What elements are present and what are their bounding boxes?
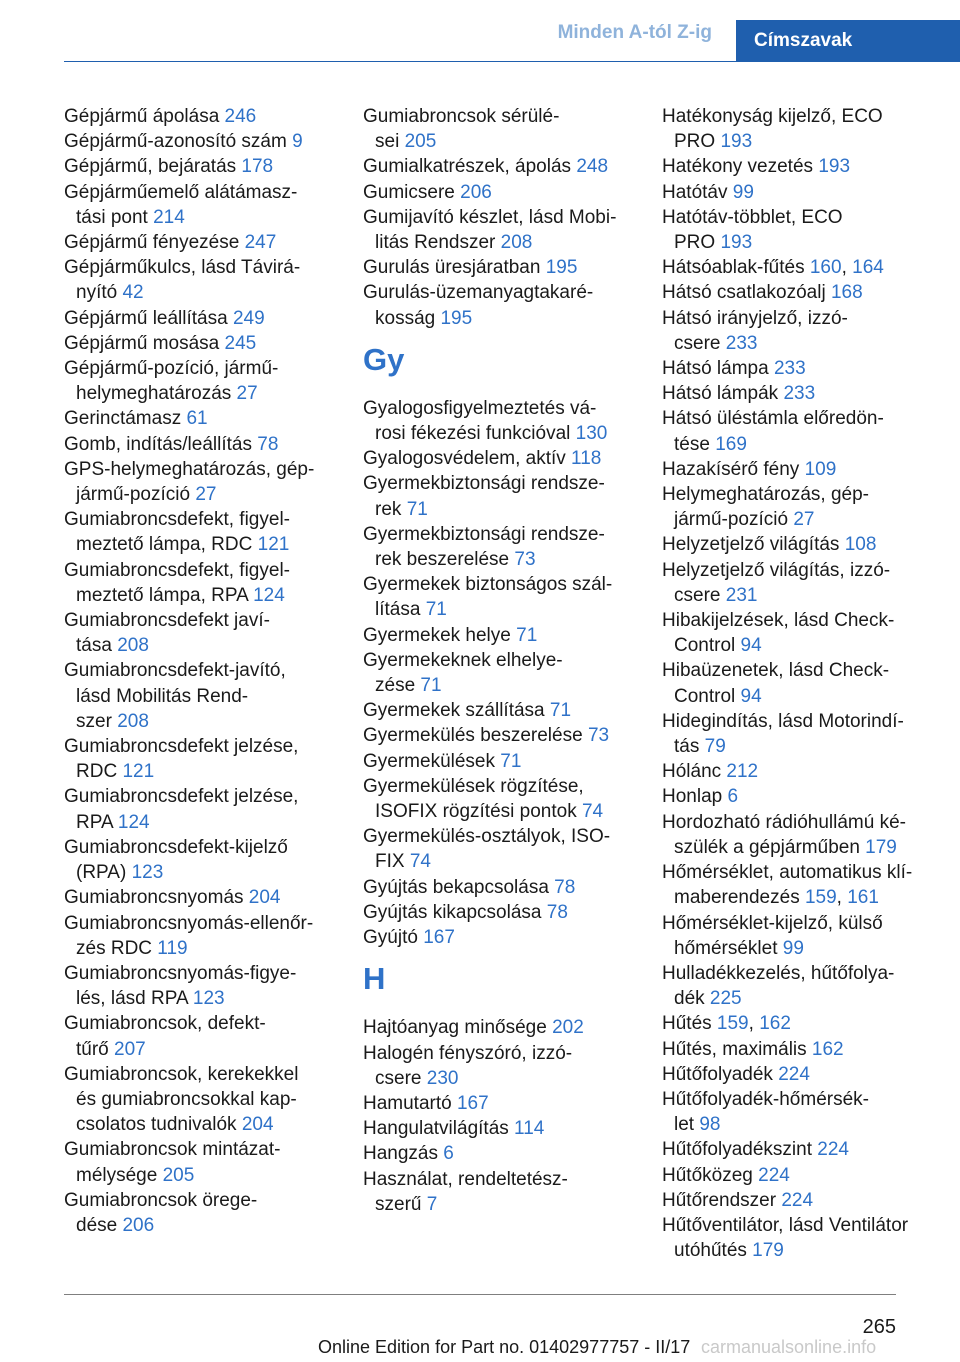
index-entry <box>662 306 952 356</box>
index-entry <box>363 1116 643 1141</box>
page-ref-link[interactable]: 71 <box>425 599 447 621</box>
page-ref-link[interactable]: 27 <box>793 509 815 531</box>
index-entry <box>662 1163 952 1188</box>
index-entry <box>662 457 952 482</box>
page-ref-link[interactable]: 162 <box>811 1038 844 1060</box>
index-entry-term: Gépjármű mosása <box>64 332 225 354</box>
index-entry-term: Gyújtás bekapcsolása <box>363 876 555 898</box>
index-entry <box>64 1188 344 1238</box>
index-entry-term: Hűtőfolyadék-hőmérsék- let <box>662 1088 869 1136</box>
page-ref-link[interactable]: 224 <box>778 1063 810 1085</box>
page-ref-link[interactable]: 78 <box>257 433 279 455</box>
edition-note: Online Edition for Part no. 01402977757 - II/17 <box>318 1337 691 1357</box>
page-number: 265 <box>862 1316 896 1338</box>
index-entry <box>363 154 643 179</box>
page-ref-link[interactable]: 7 <box>426 1193 438 1215</box>
page-ref-link[interactable]: 204 <box>248 887 281 909</box>
section-tab: Címszavak <box>736 20 960 62</box>
index-entry <box>64 911 344 961</box>
page-ref-link[interactable]: 249 <box>232 307 265 329</box>
section-title: Minden A-tól Z-ig <box>557 22 712 43</box>
page-ref-link[interactable]: 98 <box>699 1114 721 1136</box>
watermark: carmanualsonline.info <box>701 1337 877 1357</box>
index-entry-term: Hűtőrendszer <box>662 1189 782 1211</box>
page-ref-link[interactable]: 169 <box>715 433 747 455</box>
index-entry-term: Gumialkatrészek, ápolás <box>363 156 577 178</box>
page-ref-link[interactable]: 225 <box>709 988 742 1010</box>
index-entry-term: Helyzetjelző világítás <box>662 534 845 556</box>
index-entry <box>662 280 952 305</box>
page-ref-link[interactable]: 206 <box>122 1214 155 1236</box>
index-entry <box>64 432 344 457</box>
index-entry <box>662 658 952 708</box>
index-entry-term: Gyermekülések <box>363 750 501 772</box>
page-ref-link[interactable]: 71 <box>406 498 428 520</box>
index-entry <box>363 723 643 748</box>
index-entry <box>363 180 643 205</box>
index-entry <box>363 572 643 622</box>
index-entry <box>662 1137 952 1162</box>
page-ref-link[interactable]: 121 <box>122 761 155 783</box>
index-entry-term: Gomb, indítás/leállítás <box>64 433 258 455</box>
index-entry <box>363 396 643 446</box>
page-ref-link[interactable]: 246 <box>224 106 257 127</box>
index-entry <box>662 205 952 255</box>
index-entry-term: Gépjármű ápolása <box>64 106 225 127</box>
index-entry <box>363 280 643 330</box>
page-ref-link[interactable]: 71 <box>549 700 572 722</box>
page-ref-link[interactable]: 109 <box>804 458 837 480</box>
index-entry-term: Gyermekülés beszerelése <box>363 725 588 747</box>
index-entry <box>662 255 952 280</box>
index-entry-term: Gyermekülés-osztályok, ISO- FIX <box>363 826 611 873</box>
page-ref-link[interactable]: 179 <box>865 836 897 858</box>
index-entry-term: Hátsó csatlakozóalj <box>662 282 831 304</box>
index-entry <box>64 608 344 658</box>
index-entry <box>662 482 952 532</box>
page-ref-link[interactable]: 230 <box>426 1067 459 1089</box>
page-ref-link[interactable]: 245 <box>224 332 257 354</box>
index-entry <box>662 1062 952 1087</box>
page-ref-link[interactable]: 193 <box>720 131 753 153</box>
page-ref-link[interactable]: 74 <box>409 851 431 873</box>
index-entry <box>363 900 643 925</box>
page-ref-link[interactable]: 118 <box>571 448 602 470</box>
index-entry <box>64 784 344 834</box>
page-ref-link[interactable]: 94 <box>740 685 762 707</box>
index-entry <box>64 507 344 557</box>
index-entry <box>64 104 344 129</box>
page-ref-link[interactable]: 42 <box>122 282 144 304</box>
index-entry-term: Helyzetjelző világítás, izzó- csere <box>662 559 891 606</box>
page-ref-link[interactable]: 6 <box>443 1143 454 1165</box>
page-ref-link[interactable]: 114 <box>514 1118 545 1140</box>
index-entry-term: Hátsó irányjelző, izzó- csere <box>662 307 848 354</box>
index-entry-term: Gyermekek biztonságos szál- lítása <box>363 574 613 621</box>
index-entry <box>662 961 952 1011</box>
index-entry-term: Gyermekülések rögzítése, ISOFIX rögzítési pontok <box>363 775 584 823</box>
page-ref-link[interactable]: 208 <box>500 232 533 254</box>
page-ref-link[interactable]: 94 <box>740 635 762 657</box>
index-entry <box>64 154 344 179</box>
index-entry-term: Hangulatvilágítás <box>363 1118 515 1140</box>
index-entry <box>662 1037 952 1062</box>
index-entry-term: Gumijavító készlet, lásd Mobi- litás Rendszer <box>363 206 617 254</box>
index-entry <box>662 154 952 179</box>
index-entry-term: Gumiabroncsnyomás-ellenőr- zés RDC <box>64 912 314 959</box>
index-entry-term: Gumiabroncsdefekt-kijelző (RPA) <box>64 836 288 884</box>
footer-divider <box>64 1294 896 1295</box>
index-entry-term: Gumiabroncsok, defekt- tűrő <box>64 1013 266 1060</box>
index-entry <box>64 1011 344 1061</box>
ref-separator: , <box>748 1013 760 1035</box>
index-entry-term: Hidegindítás, lásd Motorindí- tás <box>662 710 904 758</box>
index-entry <box>64 129 344 154</box>
index-entry-term: Hátsó lámpák <box>662 383 784 405</box>
index-entry-term: Gyújtó <box>363 927 424 949</box>
page-ref-link[interactable]: 159 <box>804 887 837 909</box>
page-ref-link[interactable]: 202 <box>552 1017 584 1039</box>
index-entry <box>662 709 952 759</box>
page-ref-link[interactable]: 27 <box>195 484 217 506</box>
index-entry <box>64 180 344 230</box>
index-entry <box>363 1141 643 1166</box>
index-entry <box>363 1015 643 1040</box>
page-ref-link[interactable]: 204 <box>241 1114 274 1136</box>
index-entry-term: Honlap <box>662 786 728 808</box>
index-entry <box>363 774 643 824</box>
index-entry <box>662 558 952 608</box>
page-ref-link[interactable]: 208 <box>117 635 149 657</box>
index-entry-term: Hatótáv <box>662 181 733 203</box>
index-entry-term: Hibaüzenetek, lásd Check- Control <box>662 660 890 707</box>
index-entry <box>662 1213 952 1263</box>
page-ref-link[interactable]: 123 <box>131 862 164 884</box>
index-entry-term: Hűtőfolyadékszint <box>662 1139 818 1161</box>
index-entry <box>363 1167 643 1217</box>
index-entry <box>363 522 643 572</box>
index-entry-term: Hajtóanyag minősége <box>363 1017 553 1039</box>
page-ref-link[interactable]: 248 <box>576 156 609 178</box>
page-ref-link[interactable]: 212 <box>726 761 759 783</box>
index-entry-term: Gumiabroncsdefekt, figyel- meztető lámpa, RDC <box>64 509 290 556</box>
page-ref-link[interactable]: 99 <box>782 937 804 959</box>
page-ref-link[interactable]: 119 <box>157 937 188 959</box>
index-entry <box>662 1011 952 1036</box>
index-entry-term: Gépjármű, bejáratás <box>64 156 242 178</box>
index-entry <box>64 356 344 406</box>
page-ref-link[interactable]: 205 <box>162 1164 195 1186</box>
index-entry-term: Gumiabroncsdefekt jelzése, RPA <box>64 786 299 833</box>
index-entry-term: Gyermekeknek elhelye- zése <box>363 649 563 697</box>
page-ref-link[interactable]: 193 <box>720 232 753 254</box>
page-ref-link[interactable]: 231 <box>725 584 758 606</box>
index-entry <box>363 104 643 154</box>
index-entry-term: Hulladékkezelés, hűtőfolya- dék <box>662 962 895 1010</box>
index-entry <box>662 810 952 860</box>
page-ref-link[interactable]: 247 <box>244 232 277 254</box>
index-entry <box>64 406 344 431</box>
page-ref-link[interactable]: 207 <box>114 1038 146 1060</box>
ref-separator: , <box>841 257 853 279</box>
page-ref-link[interactable]: 208 <box>117 710 149 732</box>
index-entry-term: Gumiabroncsok mintázat- mélysége <box>64 1139 281 1186</box>
index-entry <box>64 734 344 784</box>
index-entry-term: Gurulás-üzemanyagtakaré- kosság <box>363 282 594 329</box>
index-entry-term: GPS-helymeghatározás, gép- jármű-pozíció <box>64 458 315 506</box>
page-ref-link[interactable]: 167 <box>456 1092 489 1114</box>
page-ref-link[interactable]: 123 <box>192 988 225 1010</box>
page-ref-link[interactable]: 6 <box>727 786 739 808</box>
index-entry <box>64 558 344 608</box>
index-entry <box>64 835 344 885</box>
index-entry-term: Hazakísérő fény <box>662 458 805 480</box>
index-entry <box>662 356 952 381</box>
index-entry-term: Hangzás <box>363 1143 444 1165</box>
index-entry-term: Gumiabroncsok, kerekekkel és gumiabroncsokkal kap- csolatos tudnivalók <box>64 1063 299 1136</box>
index-entry <box>363 623 643 648</box>
index-entry <box>363 471 643 521</box>
index-entry-term: Hőmérséklet, automatikus klí- maberendezés <box>662 862 913 909</box>
index-entry <box>64 1062 344 1138</box>
index-column-2 <box>363 104 643 1217</box>
page-ref-link[interactable]: 9 <box>292 131 303 153</box>
index-entry-term: Halogén fényszóró, izzó- csere <box>363 1042 573 1089</box>
index-entry-term: Hűtőventilátor, lásd Ventilátor utóhűtés <box>662 1214 909 1262</box>
index-entry <box>363 205 643 255</box>
index-entry <box>662 381 952 406</box>
index-entry-term: Gumiabroncsok sérülé- sei <box>363 106 560 153</box>
page-ref-link[interactable]: 61 <box>186 408 208 430</box>
page-ref-link[interactable]: 73 <box>514 549 536 571</box>
page-ref-link[interactable]: 233 <box>773 358 806 380</box>
page-ref-link[interactable]: 178 <box>241 156 274 178</box>
index-entry <box>363 698 643 723</box>
index-entry <box>363 875 643 900</box>
page-ref-link[interactable]: 124 <box>117 811 150 833</box>
index-entry <box>662 759 952 784</box>
index-entry <box>363 1091 643 1116</box>
index-entry-term: Gépjármű leállítása <box>64 307 233 329</box>
page-ref-link[interactable]: 71 <box>500 750 522 772</box>
page-ref-link[interactable]: 161 <box>847 887 879 909</box>
index-entry <box>363 1041 643 1091</box>
index-entry <box>64 885 344 910</box>
index-entry <box>64 658 344 734</box>
index-entry-term: Gyermekek szállítása <box>363 700 550 722</box>
page-ref-link[interactable]: 195 <box>440 307 473 329</box>
index-entry-term: Hőmérséklet-kijelző, külső hőmérséklet <box>662 912 883 959</box>
page-ref-link[interactable]: 71 <box>516 624 538 646</box>
index-entry <box>64 457 344 507</box>
index-entry-term: Hűtőközeg <box>662 1164 759 1186</box>
index-entry-term: Gumicsere <box>363 181 461 203</box>
page-ref-link[interactable]: 224 <box>758 1164 790 1186</box>
index-entry-term: Helymeghatározás, gép- jármű-pozíció <box>662 484 869 531</box>
index-entry-term: Hatékony vezetés <box>662 156 819 178</box>
index-entry-term: Hátsó lámpa <box>662 358 774 380</box>
index-entry <box>662 1188 952 1213</box>
index-entry <box>64 255 344 305</box>
index-entry <box>363 749 643 774</box>
index-entry-term: Gyújtás kikapcsolása <box>363 901 547 923</box>
index-entry <box>64 306 344 331</box>
index-entry-term: Hűtés, maximális <box>662 1038 812 1060</box>
page-ref-link[interactable]: 224 <box>817 1139 849 1161</box>
page-ref-link[interactable]: 205 <box>404 131 437 153</box>
index-entry-term: Hátsó üléstámla előredön- tése <box>662 408 884 455</box>
page-ref-link[interactable]: 214 <box>153 206 185 228</box>
page-ref-link[interactable]: 124 <box>253 584 285 606</box>
index-entry-term: Hamutartó <box>363 1092 457 1114</box>
index-entry-term: Gurulás üresjáratban <box>363 257 546 279</box>
page-ref-link[interactable]: 164 <box>852 257 884 279</box>
index-entry-term: Hűtés <box>662 1013 717 1035</box>
index-entry <box>363 446 643 471</box>
index-entry <box>363 925 643 950</box>
index-entry-term: Gumiabroncsdefekt jelzése, RDC <box>64 736 299 783</box>
index-entry <box>64 961 344 1011</box>
page-ref-link[interactable]: 162 <box>759 1013 791 1035</box>
index-entry <box>64 230 344 255</box>
page-ref-link[interactable]: 233 <box>725 332 758 354</box>
header-divider <box>64 61 736 62</box>
index-entry-term: Gépjármű fényezése <box>64 232 245 254</box>
index-entry <box>662 608 952 658</box>
index-entry <box>662 406 952 456</box>
page-ref-link[interactable]: 71 <box>420 675 442 697</box>
page-ref-link[interactable]: 73 <box>587 725 610 747</box>
page-ref-link[interactable]: 168 <box>830 282 863 304</box>
index-entry-term: Gyermekek helye <box>363 624 517 646</box>
index-entry-term: Gépjárműkulcs, lásd Távirá- nyító <box>64 257 301 304</box>
page-ref-link[interactable]: 78 <box>546 901 568 923</box>
page-ref-link[interactable]: 121 <box>257 534 290 556</box>
index-entry-term: Hatótáv-többlet, ECO PRO <box>662 206 843 254</box>
index-entry-term: Használat, rendeltetész- szerű <box>363 1168 568 1215</box>
index-entry <box>662 104 952 154</box>
index-entry-term: Gumiabroncsdefekt, figyel- meztető lámpa, RPA <box>64 559 290 606</box>
index-entry <box>363 255 643 280</box>
index-entry-term: Gumiabroncsnyomás-figye- lés, lásd RPA <box>64 962 297 1010</box>
index-entry-term: Hólánc <box>662 761 727 783</box>
page-ref-link[interactable]: 27 <box>236 383 258 405</box>
index-entry-term: Gépjárműemelő alátámasz- tási pont <box>64 181 298 228</box>
index-column-1 <box>64 104 344 1238</box>
index-entry-term: Gépjármű-azonosító szám <box>64 131 293 153</box>
index-entry <box>662 1087 952 1137</box>
index-entry-term: Gerinctámasz <box>64 408 187 430</box>
index-entry <box>363 824 643 874</box>
page-ref-link[interactable]: 108 <box>844 534 877 556</box>
page-ref-link[interactable]: 195 <box>545 257 578 279</box>
index-entry <box>662 784 952 809</box>
page-ref-link[interactable]: 224 <box>781 1189 814 1211</box>
index-entry <box>64 1137 344 1187</box>
index-entry-term: Gyermekbiztonsági rendsze- rek beszerelése <box>363 523 605 571</box>
index-entry-term: Hibakijelzések, lásd Check- Control <box>662 610 895 657</box>
page-ref-link[interactable]: 160 <box>809 257 842 279</box>
page-ref-link[interactable]: 206 <box>460 181 492 203</box>
page-ref-link[interactable]: 159 <box>716 1013 749 1035</box>
index-entry-term: Gumiabroncsok örege- dése <box>64 1189 258 1236</box>
ref-separator: , <box>836 887 848 909</box>
index-entry-term: Hatékonyság kijelző, ECO PRO <box>662 106 883 153</box>
page-ref-link[interactable]: 233 <box>783 383 816 405</box>
page-ref-link[interactable]: 78 <box>554 876 576 898</box>
index-entry-term: Hűtőfolyadék <box>662 1063 779 1085</box>
index-entry-term: Gumiabroncsnyomás <box>64 887 249 909</box>
index-entry-term: Gumiabroncsdefekt-javító, lásd Mobilitás Rend- szer <box>64 660 286 732</box>
index-entry-term: Hordozható rádióhullámú ké- szülék a gépjárműben <box>662 811 906 858</box>
page-ref-link[interactable]: 167 <box>423 927 455 949</box>
index-entry <box>363 648 643 698</box>
page-ref-link[interactable]: 193 <box>818 156 851 178</box>
index-entry-term: Gépjármű-pozíció, jármű- helymeghatározás <box>64 358 279 405</box>
page-header <box>0 0 960 62</box>
index-entry-term: Hátsóablak-fűtés <box>662 257 810 279</box>
index-entry <box>662 180 952 205</box>
index-letter-heading: H <box>363 961 386 997</box>
index-entry <box>662 911 952 961</box>
index-entry <box>662 860 952 910</box>
page-ref-link[interactable]: 179 <box>752 1240 784 1262</box>
index-entry-term: Gumiabroncsdefekt javí- tása <box>64 610 270 657</box>
index-entry-term: Gyermekbiztonsági rendsze- rek <box>363 473 605 520</box>
index-letter-heading: Gy <box>363 341 405 377</box>
page-ref-link[interactable]: 130 <box>575 423 608 445</box>
page-ref-link[interactable]: 79 <box>704 736 726 758</box>
page-ref-link[interactable]: 99 <box>732 181 754 203</box>
index-column-3 <box>662 104 952 1263</box>
index-entry-term: Gyalogosfigyelmeztetés vá- rosi fékezési funkcióval <box>363 397 597 445</box>
index-entry <box>64 331 344 356</box>
index-entry-term: Gyalogosvédelem, aktív <box>363 448 572 470</box>
index-entry <box>662 532 952 557</box>
page-ref-link[interactable]: 74 <box>581 801 604 823</box>
